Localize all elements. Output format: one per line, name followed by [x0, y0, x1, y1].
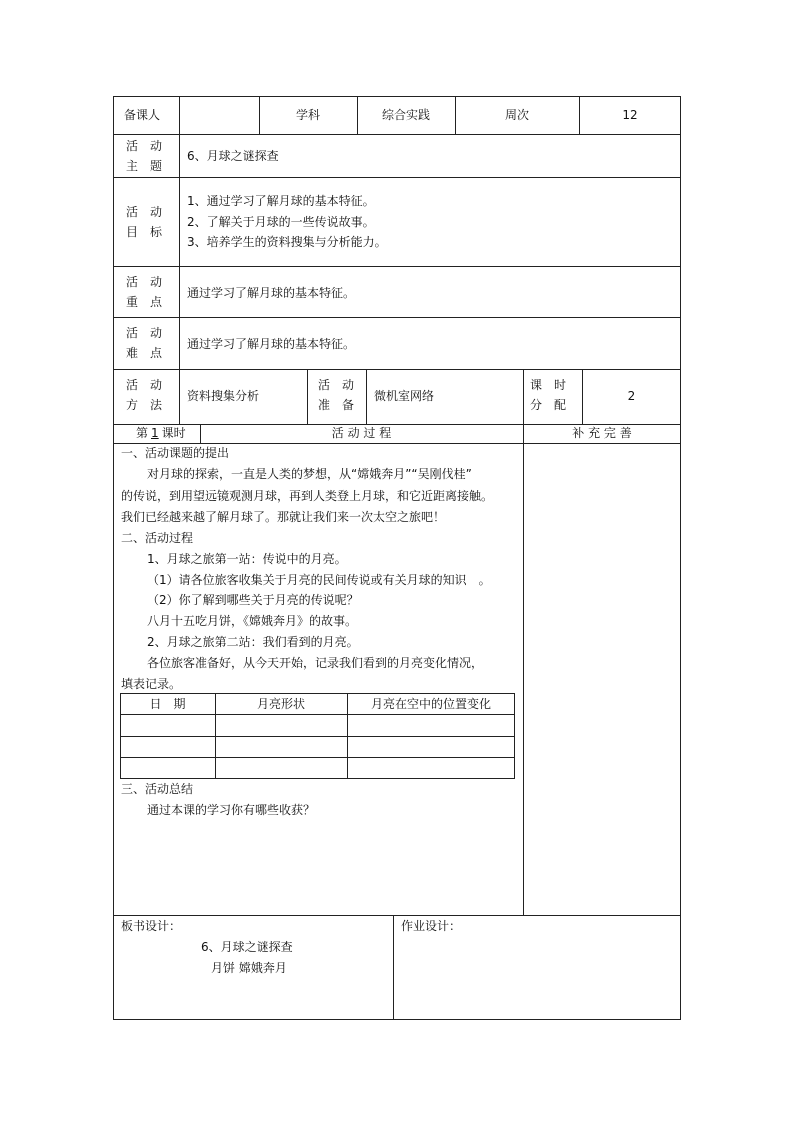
- topic-label-2: 主 题: [126, 159, 163, 173]
- subject-label: 学科: [295, 108, 320, 122]
- keypoints-value: 通过学习了解月球的基本特征。: [187, 286, 356, 300]
- row-divider: [113, 317, 681, 318]
- topic-value: 6、月球之谜探查: [187, 149, 279, 163]
- method-value: 资料搜集分析: [187, 389, 260, 403]
- col-divider: [366, 369, 367, 424]
- paragraph-line: （2）你了解到哪些关于月亮的传说呢？: [147, 593, 359, 607]
- record-row-divider: [120, 736, 515, 737]
- record-header-shape: 月亮形状: [256, 697, 305, 711]
- board-design-label: 板书设计：: [121, 919, 182, 933]
- paragraph-line: 八月十五吃月饼，《嫦娥奔月》的故事。: [147, 614, 358, 628]
- section-heading: 三、活动总结: [121, 782, 194, 796]
- paragraph-line: 各位旅客准备好，从今天开始，记录我们看到的月亮变化情况，: [147, 656, 484, 670]
- col-divider: [307, 369, 308, 424]
- goals-label-2: 目 标: [126, 225, 163, 239]
- row-divider: [113, 266, 681, 267]
- difficulties-label-2: 难 点: [126, 346, 163, 360]
- paragraph-line: 的传说，到用望远镜观测月球，再到人类登上月球，和它近距离接触。: [121, 489, 494, 503]
- paragraph-line: 通过本课的学习你有哪些收获？: [147, 803, 316, 817]
- record-row-divider: [120, 714, 515, 715]
- prep-label-2: 准 备: [318, 398, 355, 412]
- paragraph-line: 1、月球之旅第一站：传说中的月亮。: [147, 552, 347, 566]
- board-line: 月饼 嫦娥奔月: [211, 961, 287, 975]
- goal-item: 2、了解关于月球的一些传说故事。: [187, 215, 375, 229]
- difficulties-label-1: 活 动: [126, 326, 163, 340]
- row-divider: [113, 369, 681, 370]
- row-divider: [113, 915, 681, 916]
- subject-value: 综合实践: [381, 108, 430, 122]
- section-heading: 一、活动课题的提出: [121, 446, 230, 460]
- week-value: 12: [622, 108, 638, 122]
- method-label-2: 方 法: [126, 398, 163, 412]
- record-header-position: 月亮在空中的位置变化: [370, 697, 491, 711]
- difficulties-value: 通过学习了解月球的基本特征。: [187, 337, 356, 351]
- section-heading: 二、活动过程: [121, 531, 194, 545]
- prep-value: 微机室网络: [374, 389, 435, 403]
- paragraph-line: （1）请各位旅客收集关于月亮的民间传说或有关月球的知识 。: [147, 573, 491, 587]
- col-divider: [179, 96, 180, 134]
- lesson-suffix: 课时: [161, 426, 186, 440]
- lesson-number-label: [136, 425, 186, 441]
- record-row-divider: [120, 757, 515, 758]
- paragraph-line: 对月球的探索，一直是人类的梦想，从“嫦娥奔月”“吴刚伐桂”: [147, 467, 472, 481]
- method-label-1: 活 动: [126, 378, 163, 392]
- goals-label-1: 活 动: [126, 205, 163, 219]
- preparer-label: 备课人: [124, 108, 161, 122]
- paragraph-line: 填表记录。: [121, 677, 182, 691]
- col-divider: [393, 915, 394, 1020]
- col-divider: [523, 424, 524, 915]
- hours-label-1: 课 时: [530, 378, 567, 392]
- lesson-prefix: 第: [136, 426, 149, 440]
- record-header-date: 日 期: [149, 697, 186, 711]
- col-divider: [179, 134, 180, 424]
- hours-label-2: 分 配: [530, 398, 567, 412]
- paragraph-line: 我们已经越来越了解月球了。那就让我们来一次太空之旅吧！: [121, 510, 446, 524]
- row-divider: [113, 134, 681, 135]
- week-label: 周次: [504, 108, 529, 122]
- goal-item: 3、培养学生的资料搜集与分析能力。: [187, 235, 387, 249]
- homework-design-label: 作业设计：: [401, 919, 462, 933]
- board-line: 6、月球之谜探查: [201, 940, 293, 954]
- paragraph-line: 2、月球之旅第二站：我们看到的月亮。: [147, 635, 359, 649]
- col-divider: [523, 369, 524, 424]
- process-title: 活 动 过 程: [331, 426, 392, 440]
- lesson-number: 1: [151, 426, 159, 440]
- keypoints-label-2: 重 点: [126, 295, 163, 309]
- topic-label-1: 活 动: [126, 139, 163, 153]
- hours-value: 2: [627, 389, 636, 403]
- keypoints-label-1: 活 动: [126, 275, 163, 289]
- prep-label-1: 活 动: [318, 378, 355, 392]
- supplement-title: 补 充 完 善: [572, 426, 632, 440]
- goal-item: 1、通过学习了解月球的基本特征。: [187, 194, 375, 208]
- row-divider: [113, 177, 681, 178]
